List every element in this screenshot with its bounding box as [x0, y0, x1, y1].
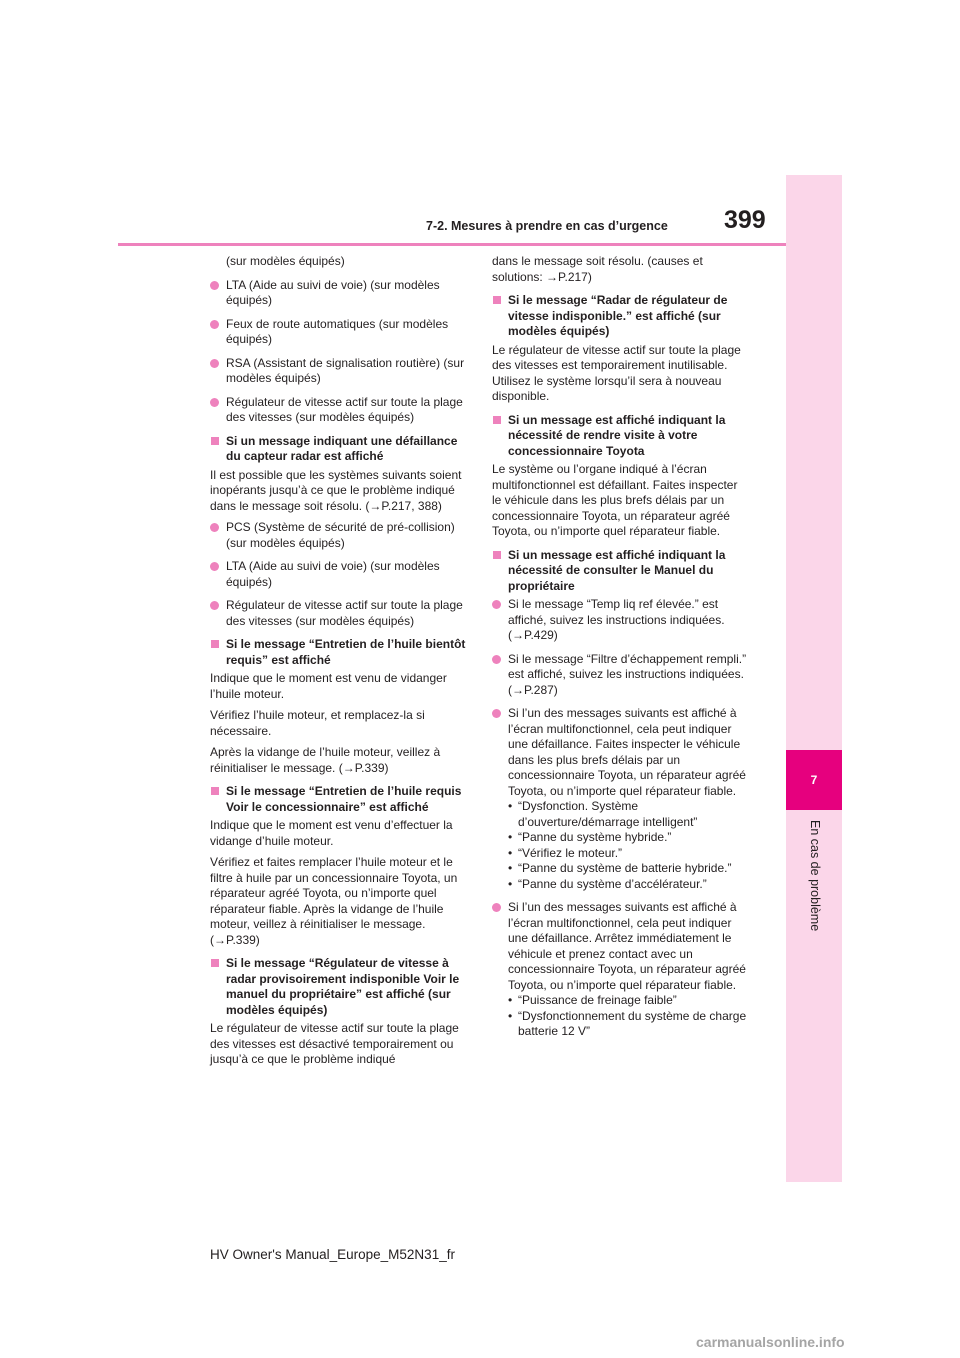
- left-column: [210, 254, 468, 1074]
- bullet-dot-icon: [210, 359, 219, 368]
- heading-text: Si le message “Radar de régulateur de vitesse indisponible.” est affiché (sur modèles équipés): [508, 293, 728, 338]
- bullet-dot-icon: [492, 655, 501, 664]
- body-paragraph: Indique que le moment est venu de vidanger l’huile moteur.: [210, 671, 447, 701]
- bullet-text: RSA (Assistant de signalisation routière) (sur modèles équipés): [226, 355, 465, 385]
- bullet-dot-icon: [210, 523, 219, 532]
- sub-list: [508, 799, 750, 892]
- heading-text: Si un message est affiché indiquant la nécessité de consulter le Manuel du propriétaire: [508, 547, 726, 593]
- bullet-dot-icon: •: [508, 861, 513, 875]
- bullet-dot-icon: •: [508, 993, 513, 1007]
- bullet-text: Si l’un des messages suivants est affiché à l’écran multifonctionnel, cela peut indiquer une défaillance. Faites inspecter le véhicule dans les plus brefs délais par un concessionnaire Toyota, un réparateur agréé Toyota, ou n’importe quel réparateur fiable.: [508, 706, 746, 798]
- sub-list-text: “Dysfonction. Système d’ouverture/démarrage intelligent”: [518, 799, 698, 829]
- chapter-tab-number[interactable]: 7: [786, 750, 842, 810]
- sub-list-text: “Puissance de freinage faible”: [518, 993, 677, 1007]
- bullet-text: Régulateur de vitesse actif sur toute la plage des vitesses (sur modèles équipés): [226, 394, 463, 424]
- bullet-dot-icon: [492, 903, 501, 912]
- bullet-item: [492, 706, 750, 892]
- sub-list-text: “Panne du système d’accélérateur.”: [518, 876, 707, 891]
- section-heading: [210, 956, 468, 1018]
- bullet-item: [210, 356, 468, 387]
- heading-text: Si le message “Entretien de l’huile requis Voir le concessionnaire” est affiché: [226, 784, 462, 814]
- bullet-item: [210, 598, 468, 629]
- bullet-item: [210, 395, 468, 426]
- right-column: [492, 254, 750, 1048]
- square-marker-icon: [211, 959, 219, 967]
- sub-list-item: [508, 877, 750, 893]
- body-paragraph: Le régulateur de vitesse actif sur toute la plage des vitesses est temporairement inutilisable. Utilisez le système lorsqu’il sera à nouveau disponible.: [492, 342, 741, 403]
- section-title: 7-2. Mesures à prendre en cas d’urgence: [426, 219, 668, 233]
- bullet-item: [492, 597, 750, 644]
- body-paragraph: Indique que le moment est venu d’effectuer la vidange d’huile moteur.: [210, 818, 453, 848]
- body-paragraph: Vérifiez l’huile moteur, et remplacez-la si nécessaire.: [210, 708, 425, 738]
- bullet-item: [492, 652, 750, 699]
- body-paragraph: Il est possible que les systèmes suivants soient inopérants jusqu’à ce que le problème indiqué dans le message soit résolu. (→P.217, 388): [210, 467, 462, 513]
- bullet-text: Feux de route automatiques (sur modèles équipés): [226, 316, 449, 346]
- sub-list-item: [508, 861, 750, 877]
- sub-list-text: “Panne du système hybride.”: [518, 830, 672, 844]
- sub-list: [508, 993, 750, 1040]
- square-marker-icon: [493, 551, 501, 559]
- section-heading: [492, 548, 750, 595]
- body-paragraph: Le régulateur de vitesse actif sur toute la plage des vitesses est désactivé temporairement ou jusqu’à ce que le problème indiqué: [210, 1021, 459, 1066]
- bullet-dot-icon: [210, 562, 219, 571]
- heading-text: Si un message est affiché indiquant la nécessité de rendre visite à votre concessionnaire Toyota: [508, 412, 726, 458]
- square-marker-icon: [211, 787, 219, 795]
- bullet-dot-icon: [492, 600, 501, 609]
- page-number: 399: [724, 206, 766, 234]
- section-heading: [210, 784, 468, 815]
- sub-list-item: [508, 799, 750, 830]
- body-paragraph: Après la vidange de l’huile moteur, veillez à réinitialiser le message. (→P.339): [210, 745, 441, 775]
- bullet-text: Régulateur de vitesse actif sur toute la plage des vitesses (sur modèles équipés): [226, 598, 463, 628]
- bullet-dot-icon: •: [508, 830, 513, 844]
- bullet-item: [210, 317, 468, 348]
- bullet-text: LTA (Aide au suivi de voie) (sur modèles équipés): [226, 559, 440, 589]
- footer-manual-id: HV Owner's Manual_Europe_M52N31_fr: [210, 1247, 455, 1262]
- chapter-tab-label: En cas de problème: [808, 820, 822, 932]
- bullet-dot-icon: [210, 601, 219, 610]
- bullet-item: [210, 278, 468, 309]
- body-paragraph: Vérifiez et faites remplacer l’huile moteur et le filtre à huile par un concessionnaire Toyota, un réparateur agréé Toyota, ou n’importe quel réparateur fiable. Après la vidange de l’huile moteur, veillez à réinitialiser le message. (→P.339): [210, 855, 458, 947]
- chapter-side-band: [786, 175, 842, 1182]
- bullet-dot-icon: •: [508, 876, 513, 891]
- watermark: carmanualsonline.info: [696, 1334, 845, 1350]
- square-marker-icon: [493, 296, 501, 304]
- square-marker-icon: [211, 437, 219, 445]
- heading-text: Si le message “Régulateur de vitesse à radar provisoirement indisponible Voir le manuel du propriétaire” est affiché (sur modèles équipés): [226, 956, 460, 1017]
- continued-text: (sur modèles équipés): [226, 254, 345, 268]
- sub-list-text: “Dysfonctionnement du système de charge batterie 12 V”: [518, 1008, 747, 1038]
- bullet-item: [492, 900, 750, 1040]
- bullet-item: [210, 559, 468, 590]
- body-paragraph: dans le message soit résolu. (causes et solutions: →P.217): [492, 254, 703, 284]
- bullet-dot-icon: [210, 281, 219, 290]
- heading-text: Si le message “Entretien de l’huile bientôt requis” est affiché: [226, 637, 466, 667]
- bullet-text: LTA (Aide au suivi de voie) (sur modèles équipés): [226, 277, 440, 307]
- bullet-dot-icon: [492, 709, 501, 718]
- bullet-dot-icon: •: [508, 799, 513, 813]
- square-marker-icon: [493, 416, 501, 424]
- bullet-text: Si l’un des messages suivants est affiché à l’écran multifonctionnel, cela peut indiquer une défaillance. Arrêtez immédiatement le véhicule et prenez contact avec un concessionnaire Toyota, un réparateur agréé Toyota, ou n’importe quel réparateur fiable.: [508, 900, 746, 992]
- section-heading: [492, 293, 750, 340]
- bullet-text: Si le message “Filtre d’échappement rempli.” est affiché, suivez les instructions indiquées. (→P.287): [508, 651, 747, 697]
- bullet-dot-icon: •: [508, 1008, 513, 1023]
- section-heading: [210, 637, 468, 668]
- sub-list-item: [508, 993, 750, 1009]
- body-paragraph: Le système ou l’organe indiqué à l’écran multifonctionnel est défaillant. Faites inspecter le véhicule dans les plus brefs délais par un concessionnaire Toyota, un réparateur agréé Toyota, ou n’importe quel réparateur fiable.: [492, 462, 738, 538]
- sub-list-item: [508, 846, 750, 862]
- section-heading: [492, 413, 750, 460]
- bullet-dot-icon: •: [508, 845, 513, 860]
- section-heading: [210, 434, 468, 465]
- bullet-dot-icon: [210, 398, 219, 407]
- bullet-dot-icon: [210, 320, 219, 329]
- sub-list-text: “Vérifiez le moteur.”: [518, 845, 623, 860]
- bullet-item: [210, 520, 468, 551]
- square-marker-icon: [211, 640, 219, 648]
- sub-list-text: “Panne du système de batterie hybride.”: [518, 861, 732, 875]
- sub-list-item: [508, 830, 750, 846]
- bullet-text: Si le message “Temp liq ref élevée.” est affiché, suivez les instructions indiquées. (→P.429): [508, 597, 725, 642]
- sub-list-item: [508, 1009, 750, 1040]
- bullet-text: PCS (Système de sécurité de pré-collision) (sur modèles équipés): [226, 520, 455, 550]
- heading-text: Si un message indiquant une défaillance du capteur radar est affiché: [226, 433, 458, 463]
- header-rule: [118, 243, 786, 246]
